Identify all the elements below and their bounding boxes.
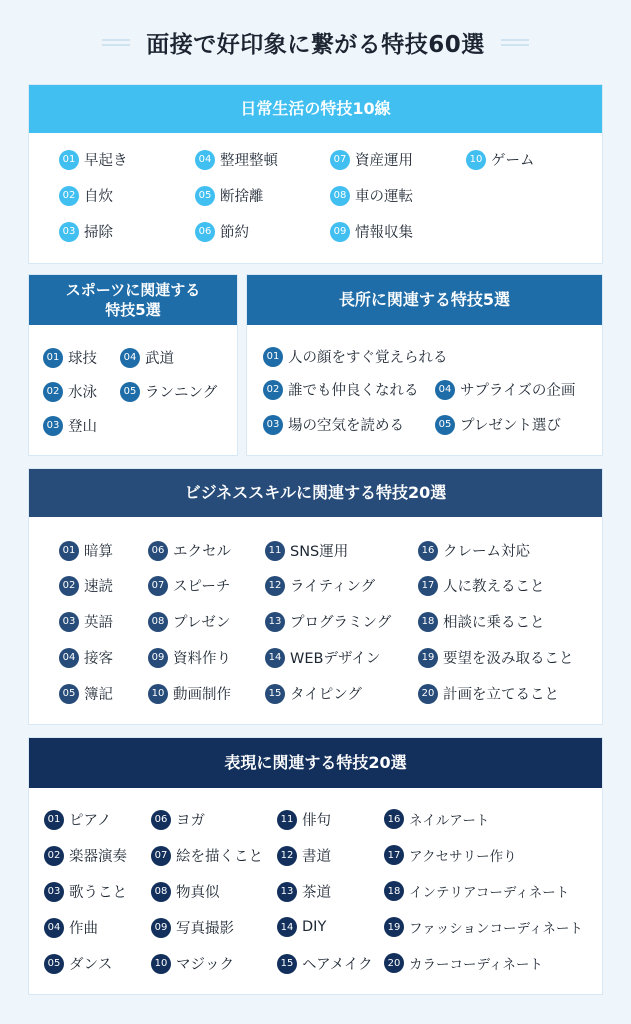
list-item [330, 149, 413, 170]
sports-card [28, 274, 238, 456]
number-badge: 10 [151, 954, 171, 974]
item-label: ピアノ [69, 813, 112, 829]
number-badge: 20 [384, 953, 404, 973]
number-badge: 05 [59, 684, 79, 704]
item-label: 絵を描くこと [176, 849, 263, 865]
list-item [277, 917, 326, 937]
item-label: ファッションコーディネート [409, 921, 583, 937]
number-badge: 04 [44, 918, 64, 938]
list-item [43, 415, 97, 436]
list-item [384, 953, 543, 973]
item-label: ヘアメイク [302, 957, 373, 973]
item-label: スピーチ [173, 579, 231, 595]
list-item [265, 540, 348, 561]
number-badge: 01 [44, 810, 64, 830]
number-badge: 12 [265, 576, 285, 596]
number-badge: 17 [418, 576, 438, 596]
number-badge: 20 [418, 684, 438, 704]
item-label: 球技 [68, 351, 97, 367]
business-heading [29, 469, 602, 517]
number-badge: 03 [43, 416, 63, 436]
number-badge: 19 [384, 917, 404, 937]
strengths-card [246, 274, 603, 456]
list-item [277, 953, 373, 974]
list-item [263, 414, 404, 435]
item-label: 暗算 [84, 544, 113, 560]
list-item [277, 809, 331, 830]
number-badge: 16 [384, 809, 404, 829]
list-item [59, 611, 113, 632]
number-badge: 05 [44, 954, 64, 974]
list-item [265, 683, 362, 704]
number-badge: 01 [263, 347, 283, 367]
item-label: 作曲 [69, 921, 98, 937]
list-item [435, 414, 561, 435]
item-label: 楽器演奏 [69, 849, 127, 865]
number-badge: 03 [59, 612, 79, 632]
list-item [151, 881, 220, 902]
number-badge: 05 [435, 415, 455, 435]
number-badge: 15 [265, 684, 285, 704]
item-label: 計画を立てること [443, 687, 559, 703]
number-badge: 02 [59, 576, 79, 596]
list-item [195, 185, 264, 206]
list-item [195, 149, 278, 170]
number-badge: 10 [148, 684, 168, 704]
item-label: 車の運転 [355, 189, 413, 205]
number-badge: 07 [148, 576, 168, 596]
item-label: 物真似 [176, 885, 220, 901]
item-label: 自炊 [84, 189, 113, 205]
expression-card [28, 737, 603, 995]
item-label: プログラミング [290, 615, 392, 631]
list-item [263, 346, 448, 367]
title-decoration-right [501, 39, 529, 46]
page-title: 面接で好印象に繋がる特技60選 [146, 31, 485, 58]
list-item [418, 575, 545, 596]
list-item [148, 683, 231, 704]
item-label: 相談に乗ること [443, 615, 545, 631]
number-badge: 05 [195, 186, 215, 206]
item-label: 簿記 [84, 687, 113, 703]
item-label: 歌うこと [69, 885, 127, 901]
item-label: 断捨離 [220, 189, 264, 205]
list-item [148, 575, 230, 596]
list-item [148, 540, 231, 561]
list-item [59, 149, 128, 170]
item-label: 人の顔をすぐ覚えられる [288, 350, 448, 366]
number-badge: 11 [277, 810, 297, 830]
item-label: ダンス [69, 957, 113, 973]
item-label: 水泳 [68, 385, 97, 401]
list-item [466, 149, 535, 170]
item-label: 整理整頓 [220, 153, 278, 169]
item-label: 写真撮影 [176, 921, 234, 937]
list-item [59, 221, 113, 242]
item-label: 速読 [84, 579, 113, 595]
list-item [120, 347, 174, 368]
item-label: 掃除 [84, 225, 113, 241]
item-label: 動画制作 [173, 687, 231, 703]
business-heading-text: ビジネススキルに関連する特技20選 [184, 483, 447, 502]
sports-heading-line2: 特技5選 [105, 301, 161, 319]
item-label: アクセサリー作り [409, 849, 517, 865]
list-item [151, 917, 234, 938]
item-label: 茶道 [302, 885, 331, 901]
number-badge: 06 [148, 541, 168, 561]
list-item [44, 881, 127, 902]
number-badge: 04 [120, 348, 140, 368]
item-label: 誰でも仲良くなれる [288, 383, 419, 399]
number-badge: 06 [195, 222, 215, 242]
item-label: インテリアコーディネート [409, 885, 570, 901]
list-item [43, 347, 97, 368]
number-badge: 07 [330, 150, 350, 170]
number-badge: 12 [277, 846, 297, 866]
list-item [263, 379, 419, 400]
list-item [151, 845, 263, 866]
item-label: 早起き [84, 153, 128, 169]
item-label: プレゼン [173, 615, 231, 631]
number-badge: 19 [418, 648, 438, 668]
daily-life-heading [29, 85, 602, 133]
item-label: 節約 [220, 225, 249, 241]
number-badge: 02 [59, 186, 79, 206]
item-label: エクセル [173, 544, 231, 560]
item-label: 接客 [84, 651, 113, 667]
item-label: 資産運用 [355, 153, 413, 169]
list-item [265, 611, 391, 632]
number-badge: 04 [195, 150, 215, 170]
item-label: SNS運用 [290, 544, 349, 560]
item-label: カラーコーディネート [409, 957, 543, 973]
list-item [59, 647, 113, 668]
item-label: 資料作り [173, 651, 231, 667]
list-item [384, 881, 569, 901]
item-label: 俳句 [302, 813, 331, 829]
number-badge: 01 [59, 150, 79, 170]
list-item [384, 917, 583, 937]
item-label: 書道 [302, 849, 331, 865]
list-item [44, 809, 111, 830]
list-item [418, 540, 530, 561]
title-decoration-left [102, 39, 130, 46]
list-item [418, 611, 545, 632]
item-label: 英語 [84, 615, 113, 631]
list-item [277, 845, 331, 866]
number-badge: 09 [330, 222, 350, 242]
list-item [151, 809, 205, 830]
list-item [265, 647, 380, 668]
list-item [43, 381, 97, 402]
item-label: クレーム対応 [443, 544, 530, 560]
number-badge: 17 [384, 845, 404, 865]
number-badge: 04 [435, 380, 455, 400]
number-badge: 03 [44, 882, 64, 902]
list-item [330, 221, 413, 242]
item-label: ヨガ [176, 813, 205, 829]
list-item [44, 917, 98, 938]
list-item [59, 683, 113, 704]
list-item [59, 575, 113, 596]
item-label: ネイルアート [409, 813, 490, 829]
list-item [330, 185, 413, 206]
expression-heading-text: 表現に関連する特技20選 [224, 753, 407, 772]
number-badge: 05 [120, 382, 140, 402]
item-label: ライティング [290, 579, 376, 595]
number-badge: 14 [265, 648, 285, 668]
number-badge: 18 [384, 881, 404, 901]
item-label: ゲーム [491, 153, 535, 169]
list-item [44, 845, 127, 866]
item-label: DIY [302, 919, 327, 935]
list-item [44, 953, 112, 974]
number-badge: 07 [151, 846, 171, 866]
list-item [418, 683, 559, 704]
item-label: マジック [176, 957, 234, 973]
strengths-heading-text: 長所に関連する特技5選 [338, 290, 511, 309]
strengths-heading [247, 275, 602, 325]
list-item [435, 379, 575, 400]
number-badge: 18 [418, 612, 438, 632]
list-item [384, 845, 517, 865]
number-badge: 08 [330, 186, 350, 206]
number-badge: 03 [59, 222, 79, 242]
number-badge: 08 [148, 612, 168, 632]
list-item [59, 540, 113, 561]
expression-heading [29, 738, 602, 788]
number-badge: 02 [43, 382, 63, 402]
number-badge: 03 [263, 415, 283, 435]
list-item [148, 611, 230, 632]
number-badge: 10 [466, 150, 486, 170]
item-label: タイピング [290, 687, 362, 703]
list-item [59, 185, 113, 206]
sports-heading-line1: スポーツに関連する [65, 281, 201, 299]
item-label: 武道 [145, 351, 174, 367]
list-item [384, 809, 489, 829]
number-badge: 01 [59, 541, 79, 561]
number-badge: 09 [148, 648, 168, 668]
number-badge: 06 [151, 810, 171, 830]
item-label: 要望を汲み取ること [443, 651, 574, 667]
number-badge: 16 [418, 541, 438, 561]
number-badge: 09 [151, 918, 171, 938]
item-label: プレゼント選び [460, 418, 561, 434]
list-item [195, 221, 249, 242]
number-badge: 14 [277, 917, 297, 937]
number-badge: 13 [277, 882, 297, 902]
item-label: サプライズの企画 [460, 383, 576, 399]
item-label: 人に教えること [443, 579, 545, 595]
list-item [418, 647, 574, 668]
list-item [265, 575, 375, 596]
list-item [151, 953, 234, 974]
number-badge: 02 [44, 846, 64, 866]
daily-life-heading-text: 日常生活の特技10線 [240, 99, 391, 118]
daily-life-card [28, 84, 603, 264]
number-badge: 01 [43, 348, 63, 368]
number-badge: 15 [277, 954, 297, 974]
item-label: 情報収集 [355, 225, 413, 241]
page-title-bar [0, 0, 631, 84]
number-badge: 02 [263, 380, 283, 400]
business-card [28, 468, 603, 725]
list-item [277, 881, 331, 902]
number-badge: 08 [151, 882, 171, 902]
list-item [120, 381, 217, 402]
number-badge: 04 [59, 648, 79, 668]
item-label: ランニング [145, 385, 218, 401]
item-label: 場の空気を読める [288, 418, 404, 434]
number-badge: 13 [265, 612, 285, 632]
item-label: WEBデザイン [290, 651, 381, 667]
sports-heading [29, 275, 237, 325]
number-badge: 11 [265, 541, 285, 561]
list-item [148, 647, 231, 668]
item-label: 登山 [68, 419, 97, 435]
